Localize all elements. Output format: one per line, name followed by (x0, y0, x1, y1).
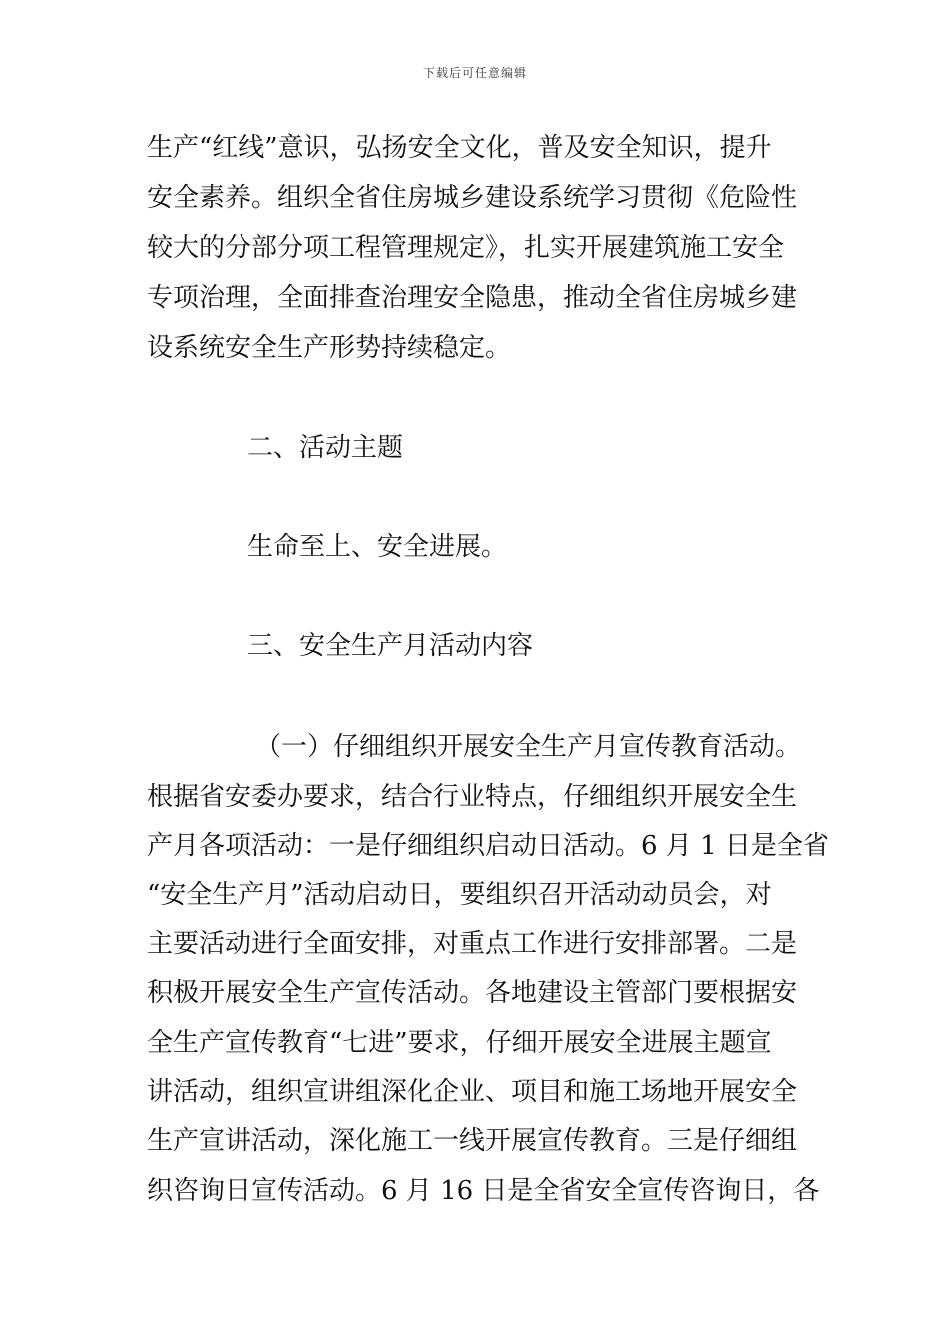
text-line: 较大的分部分项工程管理规定》，扎实开展建筑施工安全 (147, 233, 785, 263)
text-line: 织咨询日宣传活动。6 月 16 日是全省安全宣传咨询日，各 (147, 1176, 820, 1206)
text-line: 主要活动进行全面安排，对重点工作进行安排部署。二是 (147, 929, 798, 959)
text-line: 产月各项活动：一是仔细组织启动日活动。6 月 1 日是全省 (147, 831, 829, 861)
text-line: 设系统安全生产形势持续稳定。 (147, 333, 512, 363)
text-line: 专项治理，全面排查治理安全隐患，推动全省住房城乡建 (147, 283, 798, 313)
section-heading-activity-theme: 二、活动主题 (247, 433, 404, 463)
section-heading-activity-content: 三、安全生产月活动内容 (247, 631, 534, 661)
activity-theme-text: 生命至上、安全进展。 (247, 532, 508, 562)
text-line: 讲活动，组织宣讲组深化企业、项目和施工场地开展安全 (147, 1077, 798, 1107)
text-line: 根据省安委办要求，结合行业特点，仔细组织开展安全生 (147, 782, 798, 812)
text-line: “安全生产月”活动启动日，要组织召开活动动员会，对 (147, 880, 772, 910)
text-line: 生产“红线”意识，弘扬安全文化，普及安全知识，提升 (147, 133, 772, 163)
text-line: 全生产宣传教育“七进”要求，仔细开展安全进展主题宣 (147, 1028, 772, 1058)
subsection-heading: （一）仔细组织开展安全生产月宣传教育活动。 (255, 732, 802, 762)
text-line: 安全素养。组织全省住房城乡建设系统学习贯彻《危险性 (147, 183, 798, 213)
text-line: 积极开展安全生产宣传活动。各地建设主管部门要根据安 (147, 978, 798, 1008)
page-header: 下载后可任意编辑 (422, 66, 527, 80)
text-line: 生产宣讲活动，深化施工一线开展宣传教育。三是仔细组 (147, 1126, 798, 1156)
